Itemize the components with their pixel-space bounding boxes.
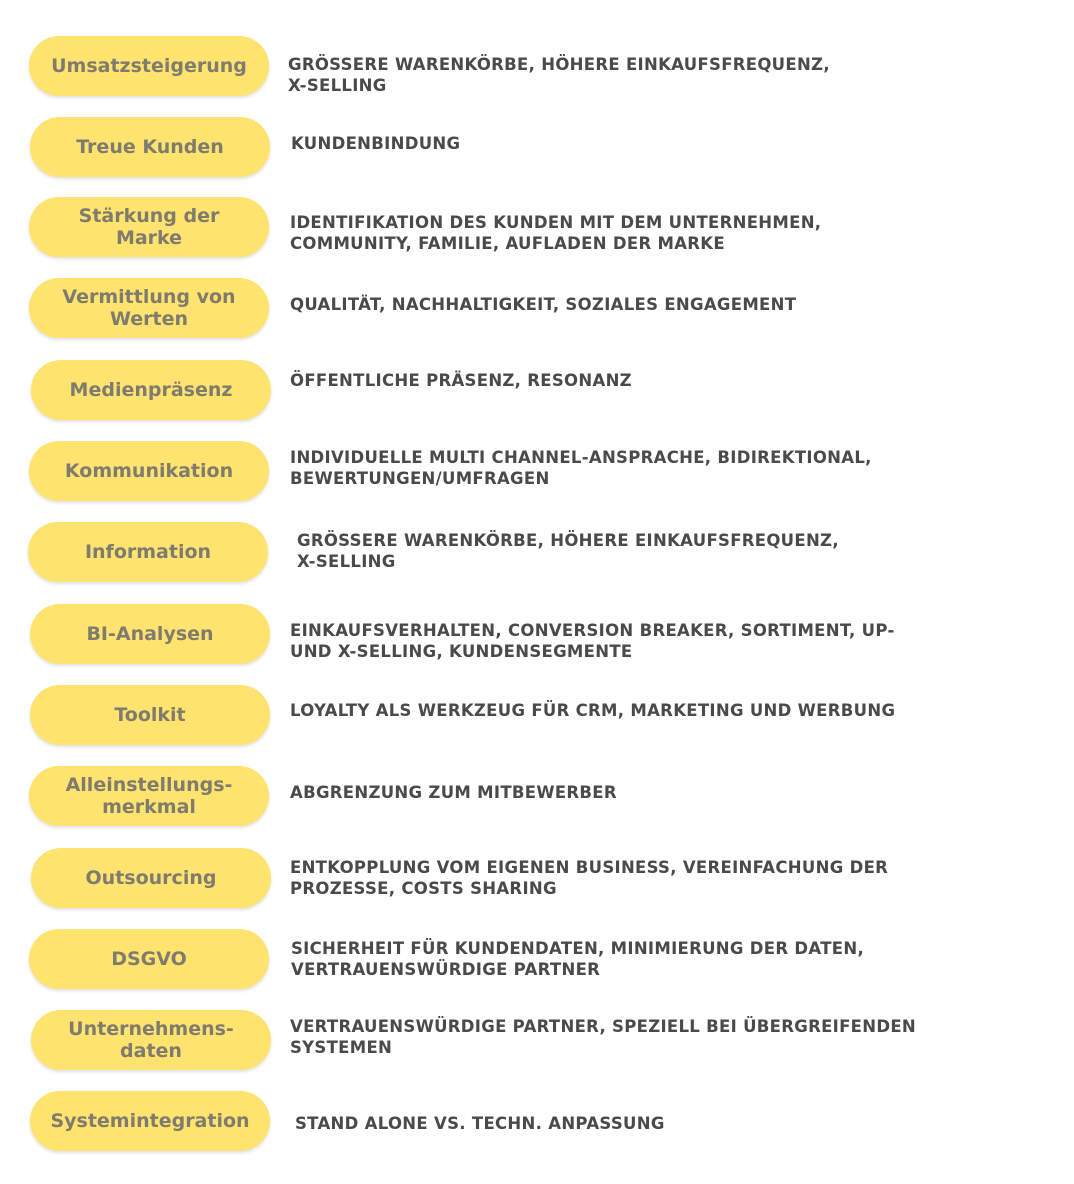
benefit-label: Systemintegration — [50, 1110, 250, 1132]
benefit-pill — [30, 117, 270, 177]
benefit-label: Toolkit — [114, 704, 186, 726]
benefit-description: GRÖSSERE WARENKÖRBE, HÖHERE EINKAUFSFREQUENZ, X-SELLING — [297, 531, 839, 571]
benefit-description: GRÖSSERE WARENKÖRBE, HÖHERE EINKAUFSFREQUENZ, X-SELLING — [288, 55, 830, 95]
benefit-description: IDENTIFIKATION DES KUNDEN MIT DEM UNTERNEHMEN, COMMUNITY, FAMILIE, AUFLADEN DER MARKE — [290, 213, 822, 253]
benefit-label: Kommunikation — [64, 460, 234, 482]
benefit-row — [0, 929, 1074, 991]
benefit-description: ABGRENZUNG ZUM MITBEWERBER — [290, 783, 617, 802]
benefit-label: Unternehmens- daten — [68, 1018, 234, 1062]
benefit-description: ÖFFENTLICHE PRÄSENZ, RESONANZ — [290, 371, 632, 390]
benefit-pill — [30, 1091, 270, 1151]
benefit-description: STAND ALONE VS. TECHN. ANPASSUNG — [295, 1114, 665, 1133]
benefit-pill — [29, 278, 269, 338]
benefit-row — [0, 441, 1074, 503]
benefit-label: Alleinstellungs- merkmal — [65, 774, 233, 818]
benefit-label: Outsourcing — [85, 867, 217, 889]
benefit-pill — [31, 360, 271, 420]
benefit-label: Treue Kunden — [76, 136, 224, 158]
benefit-row — [0, 360, 1074, 422]
benefit-description: LOYALTY ALS WERKZEUG FÜR CRM, MARKETING UND WERBUNG — [290, 701, 896, 720]
benefit-row — [0, 197, 1074, 259]
benefit-row — [0, 278, 1074, 340]
benefit-row — [0, 1010, 1074, 1072]
benefit-description: VERTRAUENSWÜRDIGE PARTNER, SPEZIELL BEI ÜBERGREIFENDEN SYSTEMEN — [290, 1017, 917, 1057]
benefit-row — [0, 604, 1074, 666]
benefit-description: EINKAUFSVERHALTEN, CONVERSION BREAKER, SORTIMENT, UP- UND X-SELLING, KUNDENSEGMENTE — [290, 621, 895, 661]
benefit-description: INDIVIDUELLE MULTI CHANNEL-ANSPRACHE, BIDIREKTIONAL, BEWERTUNGEN/UMFRAGEN — [290, 448, 872, 488]
benefit-pill — [29, 929, 269, 989]
benefit-description: QUALITÄT, NACHHALTIGKEIT, SOZIALES ENGAGEMENT — [290, 295, 797, 314]
benefit-row — [0, 848, 1074, 910]
benefit-label: Information — [84, 541, 212, 563]
benefit-pill — [29, 766, 269, 826]
benefit-pill — [31, 848, 271, 908]
benefit-description: SICHERHEIT FÜR KUNDENDATEN, MINIMIERUNG DER DATEN, VERTRAUENSWÜRDIGE PARTNER — [291, 939, 865, 979]
benefit-pill — [28, 522, 268, 582]
benefit-pill — [29, 36, 269, 96]
benefit-row — [0, 1091, 1074, 1153]
benefit-label: Stärkung der Marke — [78, 205, 220, 249]
benefit-pill — [29, 197, 269, 257]
benefit-description: ENTKOPPLUNG VOM EIGENEN BUSINESS, VEREINFACHUNG DER PROZESSE, COSTS SHARING — [290, 858, 889, 898]
benefit-label: BI-Analysen — [86, 623, 214, 645]
benefit-row — [0, 36, 1074, 98]
benefit-description: KUNDENBINDUNG — [291, 134, 461, 153]
benefit-label: Umsatzsteigerung — [51, 55, 247, 77]
benefit-pill — [30, 604, 270, 664]
benefit-row — [0, 766, 1074, 828]
benefit-label: Vermittlung von Werten — [62, 286, 236, 330]
benefit-pill — [29, 441, 269, 501]
benefit-row — [0, 117, 1074, 179]
benefit-row — [0, 685, 1074, 747]
benefit-row — [0, 522, 1074, 584]
benefit-label: DSGVO — [111, 948, 187, 970]
benefit-pill — [30, 685, 270, 745]
benefit-pill — [31, 1010, 271, 1070]
benefit-label: Medienpräsenz — [69, 379, 233, 401]
